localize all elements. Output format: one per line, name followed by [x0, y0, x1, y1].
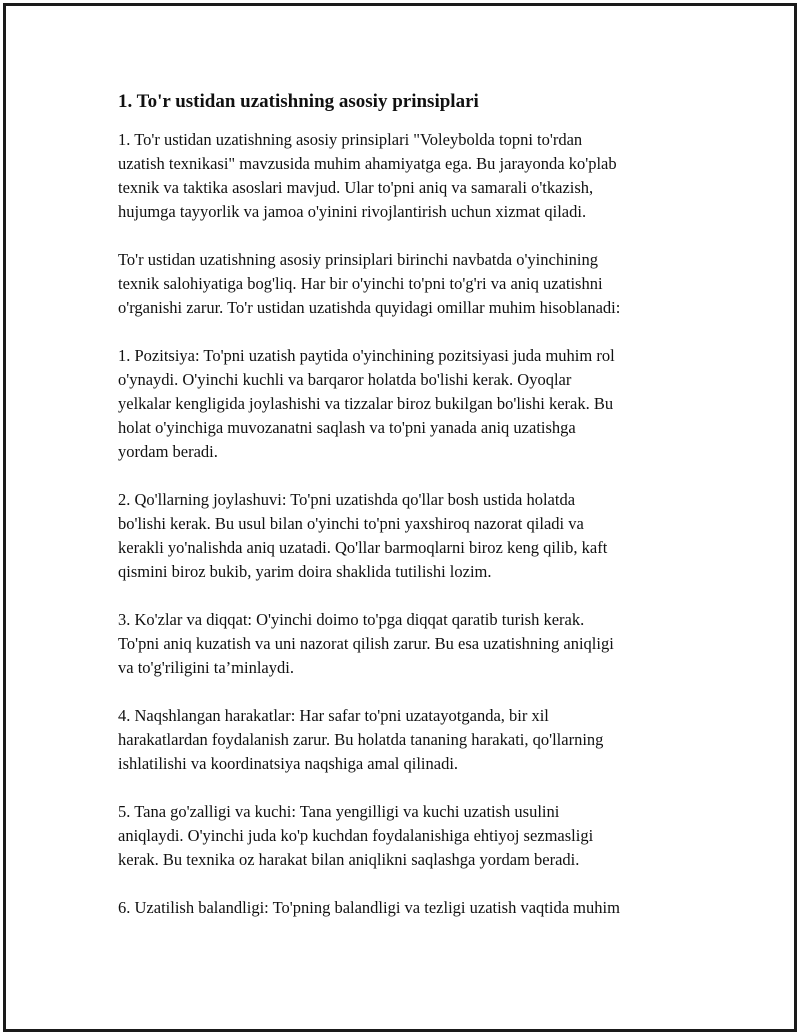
document-title: 1. To'r ustidan uzatishning asosiy prinsiplari [118, 91, 479, 112]
document-body [118, 90, 688, 944]
paragraph-hand-placement [118, 488, 688, 584]
text-line: kerak. Bu texnika oz harakat bilan aniqlikni saqlashga yordam beradi. [118, 850, 580, 869]
paragraph-intro [118, 128, 688, 224]
text-line: 1. To'r ustidan uzatishning asosiy prinsiplari "Voleybolda topni to'rdan [118, 130, 583, 149]
paragraph-overview [118, 248, 688, 320]
text-line: uzatish texnikasi" mavzusida muhim ahamiyatga ega. Bu jarayonda ko'plab [118, 154, 617, 173]
text-line: bo'lishi kerak. Bu usul bilan o'yinchi to'pni yaxshiroq nazorat qiladi va [118, 514, 584, 533]
text-line: o'rganishi zarur. To'r ustidan uzatishda quyidagi omillar muhim hisoblanadi: [118, 298, 621, 317]
paragraph-eyes-focus [118, 608, 688, 680]
text-line: 2. Qo'llarning joylashuvi: To'pni uzatishda qo'llar bosh ustida holatda [118, 490, 576, 509]
text-line: 3. Ko'zlar va diqqat: O'yinchi doimo to'pga diqqat qaratib turish kerak. [118, 610, 585, 629]
paragraph-position [118, 344, 688, 464]
text-line: texnik va taktika asoslari mavjud. Ular to'pni aniq va samarali o'tkazish, [118, 178, 594, 197]
text-line: aniqlaydi. O'yinchi juda ko'p kuchdan foydalanishiga ehtiyoj sezmasligi [118, 826, 594, 845]
text-line: va to'g'riligini ta’minlaydi. [118, 658, 294, 677]
text-line: harakatlardan foydalanish zarur. Bu holatda tananing harakati, qo'llarning [118, 730, 604, 749]
text-line: To'pni aniq kuzatish va uni nazorat qilish zarur. Bu esa uzatishning aniqligi [118, 634, 614, 653]
text-line: 1. Pozitsiya: To'pni uzatish paytida o'yinchining pozitsiyasi juda muhim rol [118, 346, 615, 365]
text-line: 6. Uzatilish balandligi: To'pning balandligi va tezligi uzatish vaqtida muhim [118, 898, 620, 917]
text-line: o'ynaydi. O'yinchi kuchli va barqaror holatda bo'lishi kerak. Oyoqlar [118, 370, 572, 389]
text-line: 5. Tana go'zalligi va kuchi: Tana yengilligi va kuchi uzatish usulini [118, 802, 560, 821]
text-line: qismini biroz bukib, yarim doira shaklida tutilishi lozim. [118, 562, 492, 581]
text-line: yordam beradi. [118, 442, 218, 461]
text-line: ishlatilishi va koordinatsiya naqshiga amal qilinadi. [118, 754, 459, 773]
text-line: hujumga tayyorlik va jamoa o'yinini rivojlantirish uchun xizmat qiladi. [118, 202, 587, 221]
paragraph-pass-height [118, 896, 688, 920]
paragraph-patterned-moves [118, 704, 688, 776]
text-line: yelkalar kengligida joylashishi va tizzalar biroz bukilgan bo'lishi kerak. Bu [118, 394, 614, 413]
text-line: texnik salohiyatiga bog'liq. Har bir o'yinchi to'pni to'g'ri va aniq uzatishni [118, 274, 603, 293]
text-line: holat o'yinchiga muvozanatni saqlash va to'pni yanada aniq uzatishga [118, 418, 576, 437]
text-line: 4. Naqshlangan harakatlar: Har safar to'pni uzatayotganda, bir xil [118, 706, 549, 725]
text-line: To'r ustidan uzatishning asosiy prinsiplari birinchi navbatda o'yinchining [118, 250, 598, 269]
text-line: kerakli yo'nalishda aniq uzatadi. Qo'llar barmoqlarni biroz keng qilib, kaft [118, 538, 608, 557]
paragraph-body-strength [118, 800, 688, 872]
